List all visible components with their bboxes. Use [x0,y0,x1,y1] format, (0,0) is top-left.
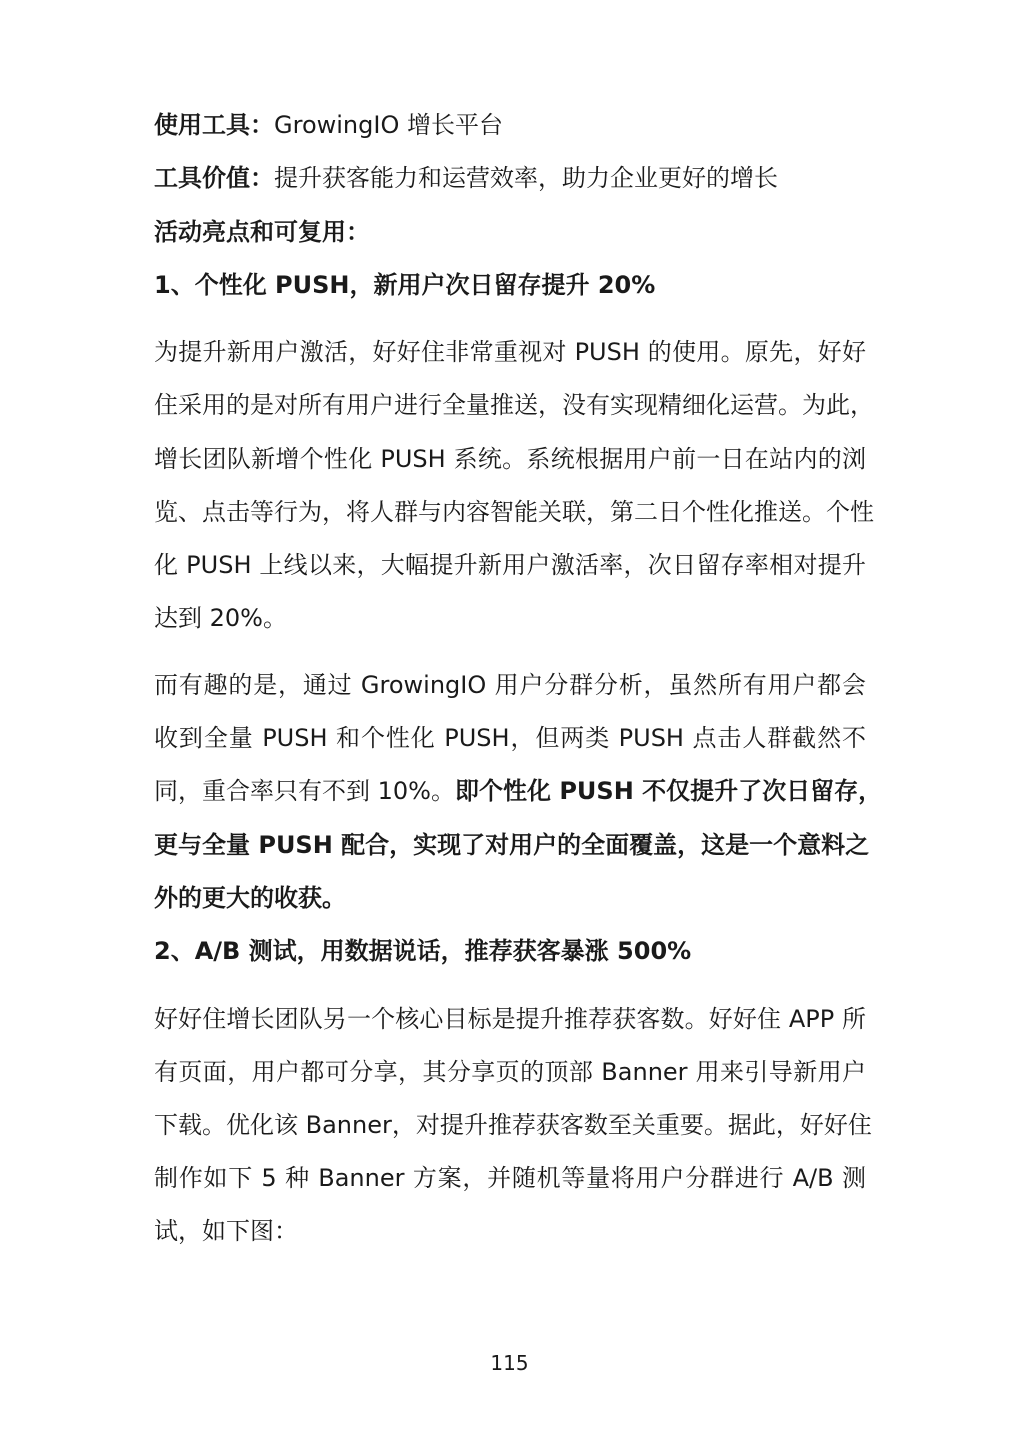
highlights-label: 活动亮点和可复用： [154,218,370,246]
page-number: 115 [490,1351,529,1375]
section2-para1-line: 好好住增长团队另一个核心目标是提升推荐获客数。好好住 APP 所 [154,1005,866,1033]
value-label: 工具价值： [154,164,274,192]
section2-para1-line: 试，如下图： [154,1217,298,1245]
section1-para1-line: 览、点击等行为，将人群与内容智能关联，第二日个性化推送。个性 [154,498,874,526]
section1-para1-line: 增长团队新增个性化 PUSH 系统。系统根据用户前一日在站内的浏 [154,445,866,473]
section1-para2-line: 更与全量 PUSH 配合，实现了对用户的全面覆盖，这是一个意料之 [154,831,870,859]
section1-title: 1、个性化 PUSH，新用户次日留存提升 20% [154,271,656,299]
section1-para1-line: 为提升新用户激活，好好住非常重视对 PUSH 的使用。原先，好好 [154,338,866,366]
section1-para2-line [154,775,883,807]
section1-para2-line: 外的更大的收获。 [154,884,346,912]
section2-para1-line: 有页面，用户都可分享，其分享页的顶部 Banner 用来引导新用户 [154,1058,866,1086]
section1-para2-line: 收到全量 PUSH 和个性化 PUSH，但两类 PUSH 点击人群截然不 [154,724,866,752]
section2-title: 2、A/B 测试，用数据说话，推荐获客暴涨 500% [154,937,692,965]
tool-label: 使用工具： [154,111,274,139]
section1-para1-line: 住采用的是对所有用户进行全量推送，没有实现精细化运营。为此， [154,391,874,419]
para2-normal-text: 同，重合率只有不到 10%。 [154,777,455,805]
tool-value: GrowingIO 增长平台 [274,111,503,139]
section1-para2-line: 而有趣的是，通过 GrowingIO 用户分群分析，虽然所有用户都会 [154,671,866,699]
tool-line [154,109,866,141]
section1-para1-line: 化 PUSH 上线以来，大幅提升新用户激活率，次日留存率相对提升 [154,551,866,579]
value-text: 提升获客能力和运营效率，助力企业更好的增长 [274,164,778,192]
value-line [154,162,866,194]
section1-para1-line: 达到 20%。 [154,604,287,632]
para2-bold-text: 即个性化 PUSH 不仅提升了次日留存， [454,777,883,805]
section2-para1-line: 制作如下 5 种 Banner 方案，并随机等量将用户分群进行 A/B 测 [154,1164,866,1192]
section2-para1-line: 下载。优化该 Banner，对提升推荐获客数至关重要。据此，好好住 [154,1111,872,1139]
